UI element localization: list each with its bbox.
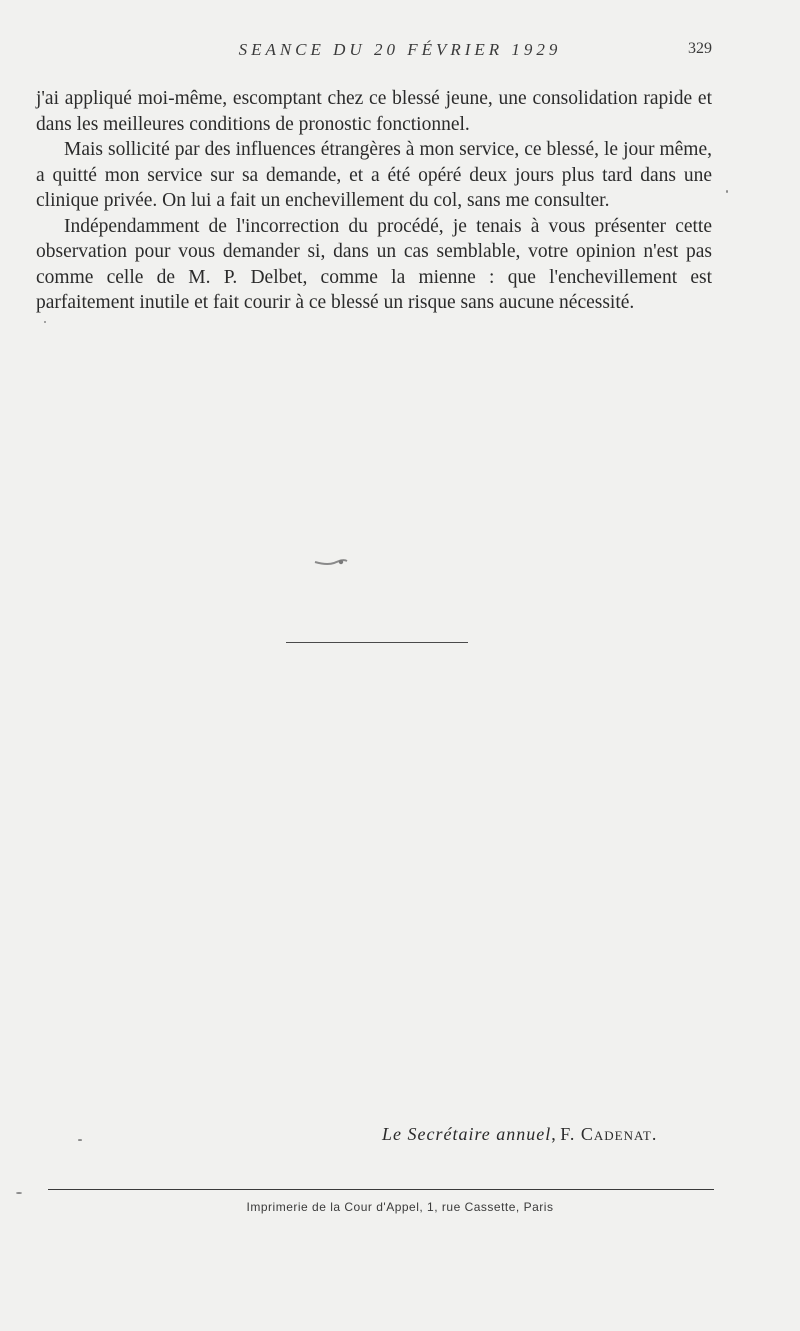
- speck: [16, 1192, 22, 1194]
- signature: Le Secrétaire annuel, F. Cadenat.: [382, 1124, 658, 1144]
- paragraph-continuation: j'ai appliqué moi-même, escomptant chez ce blessé jeune, une consolidation rapide et dans les meilleures conditions de pronostic fonctionnel.: [36, 88, 712, 135]
- section-divider: [286, 642, 468, 643]
- ink-mark: [314, 556, 348, 568]
- running-head: [0, 40, 800, 64]
- signature-name: F. Cadenat.: [560, 1124, 658, 1144]
- running-title: SEANCE DU 20 FÉVRIER 1929: [238, 40, 562, 59]
- paragraph: Indépendamment de l'incorrection du procédé, je tenais à vous présenter cette observation pour vous demander si, dans un cas semblable, votre opinion n'est pas comme celle de M. P. Delbet, comme la mienne : que l'enchevillement est parfaitement inutile et fait courir à ce blessé un risque sans aucune nécessité.: [36, 215, 712, 313]
- footer-divider: [48, 1189, 714, 1190]
- speck: [78, 1139, 82, 1141]
- printer-imprint: Imprimerie de la Cour d'Appel, 1, rue Cassette, Paris: [246, 1200, 554, 1214]
- paragraph: Mais sollicité par des influences étrangères à mon service, ce blessé, le jour même, a quitté mon service sur sa demande, et a été opéré deux jours plus tard dans une clinique privée. On lui a fait un enchevillement du col, sans me consulter.: [36, 139, 712, 211]
- speck: [44, 321, 46, 323]
- body-text: [36, 86, 712, 316]
- speck: [726, 190, 728, 193]
- page-number: 329: [688, 40, 712, 57]
- signature-role: Le Secrétaire annuel: [382, 1124, 552, 1144]
